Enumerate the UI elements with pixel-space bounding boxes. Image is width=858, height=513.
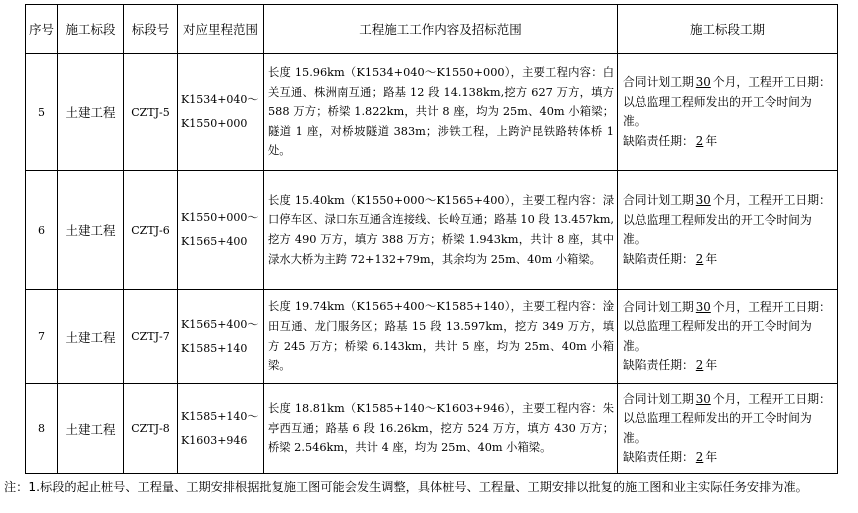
header-range: 对应里程范围 [178,5,264,54]
row-section: 土建工程 [58,54,124,171]
header-section: 施工标段 [58,5,124,54]
period-months: 30 [695,75,711,89]
range-start: K1585+140～ [181,409,259,423]
warranty-label: 缺陷责任期： [623,133,694,148]
row-scope: 长度 19.74km（K1565+400～K1585+140），主要工程内容：淦田互通、龙门服务区；路基 15 段 13.597km，挖方 349 万方，填方 245 万方；桥梁 6.143km，共计 5 座，均为 25m、40m 小箱梁。 [264,290,618,384]
period-prefix: 合同计划工期 [623,193,694,207]
row-scope: 长度 15.40km（K1550+000～K1565+400），主要工程内容：渌口停车区、渌口东互通含连接线、长岭互通；路基 10 段 13.457km,挖方 490 万方，填方 388 万方；桥梁 1.943km，共计 8 座，其中渌水大桥为主跨 72+132+79m，其余均为 25m、40m 小箱梁。 [264,171,618,290]
period-months: 30 [695,299,711,314]
row-seq: 8 [26,384,58,474]
row-period [618,54,838,171]
period-prefix: 合同计划工期 [623,299,694,314]
range-start: K1534+040～ [181,93,259,106]
table-row [26,290,838,384]
row-code: CZTJ-7 [124,290,178,384]
table-row [26,384,838,474]
row-range [178,290,264,384]
period-suffix: 个月，工程开工日期：以总监理工程师发出的开工令时间为准。 [623,299,831,353]
row-seq: 7 [26,290,58,384]
period-prefix: 合同计划工期 [623,391,694,406]
row-range [178,54,264,171]
warranty-years: 2 [695,133,704,148]
row-code: CZTJ-6 [124,171,178,290]
warranty-unit: 年 [705,251,718,266]
table-row [26,54,838,171]
row-period [618,384,838,474]
row-scope: 长度 18.81km（K1585+140～K1603+946），主要工程内容：朱亭西互通；路基 6 段 16.26km，挖方 524 万方，填方 430 万方；桥梁 2.546km，共计 4 座，均为 25m、40m 小箱梁。 [264,384,618,474]
warranty-unit: 年 [705,133,718,148]
warranty-unit: 年 [705,358,718,372]
row-scope: 长度 15.96km（K1534+040～K1550+000），主要工程内容：白关互通、株洲南互通；路基 12 段 14.138km,挖方 627 万方，填方 588 万方；桥梁 1.822km，共计 8 座，均为 25m、40m 小箱梁；隧道 1 座，对桥坡隧道 383m；涉铁工程，上跨沪昆铁路转体桥 1 处。 [264,54,618,171]
period-suffix: 个月，工程开工日期：以总监理工程师发出的开工令时间为准。 [623,391,831,445]
warranty-label: 缺陷责任期： [623,358,694,372]
row-code: CZTJ-5 [124,54,178,171]
period-months: 30 [695,391,711,406]
period-suffix: 个月，工程开工日期：以总监理工程师发出的开工令时间为准。 [623,75,831,128]
bid-section-table [25,4,838,474]
range-end: K1585+140 [181,341,248,355]
row-seq: 5 [26,54,58,171]
header-period: 施工标段工期 [618,5,838,54]
warranty-label: 缺陷责任期： [623,251,694,266]
row-code: CZTJ-8 [124,384,178,474]
warranty-label: 缺陷责任期： [623,450,694,464]
row-section: 土建工程 [58,171,124,290]
header-scope: 工程施工工作内容及招标范围 [264,5,618,54]
table-header-row [26,5,838,54]
row-period [618,290,838,384]
period-prefix: 合同计划工期 [623,75,694,89]
row-period [618,171,838,290]
period-months: 30 [695,193,711,207]
warranty-years: 2 [695,450,704,464]
table-row [26,171,838,290]
table-footnote: 注：1.标段的起止桩号、工程量、工期安排根据批复施工图可能会发生调整，具体桩号、工程量、工期安排以批复的施工图和业主实际任务安排为准。 [4,480,808,494]
range-end: K1550+000 [181,117,248,130]
header-seq: 序号 [26,5,58,54]
row-range [178,171,264,290]
row-seq: 6 [26,171,58,290]
range-end: K1565+400 [181,235,248,248]
warranty-years: 2 [695,358,704,372]
warranty-years: 2 [695,251,704,266]
range-start: K1550+000～ [181,211,259,224]
period-suffix: 个月，工程开工日期：以总监理工程师发出的开工令时间为准。 [623,193,831,246]
warranty-unit: 年 [705,450,718,464]
row-section: 土建工程 [58,290,124,384]
range-end: K1603+946 [181,433,248,447]
header-code: 标段号 [124,5,178,54]
range-start: K1565+400～ [181,317,259,331]
row-section: 土建工程 [58,384,124,474]
row-range [178,384,264,474]
